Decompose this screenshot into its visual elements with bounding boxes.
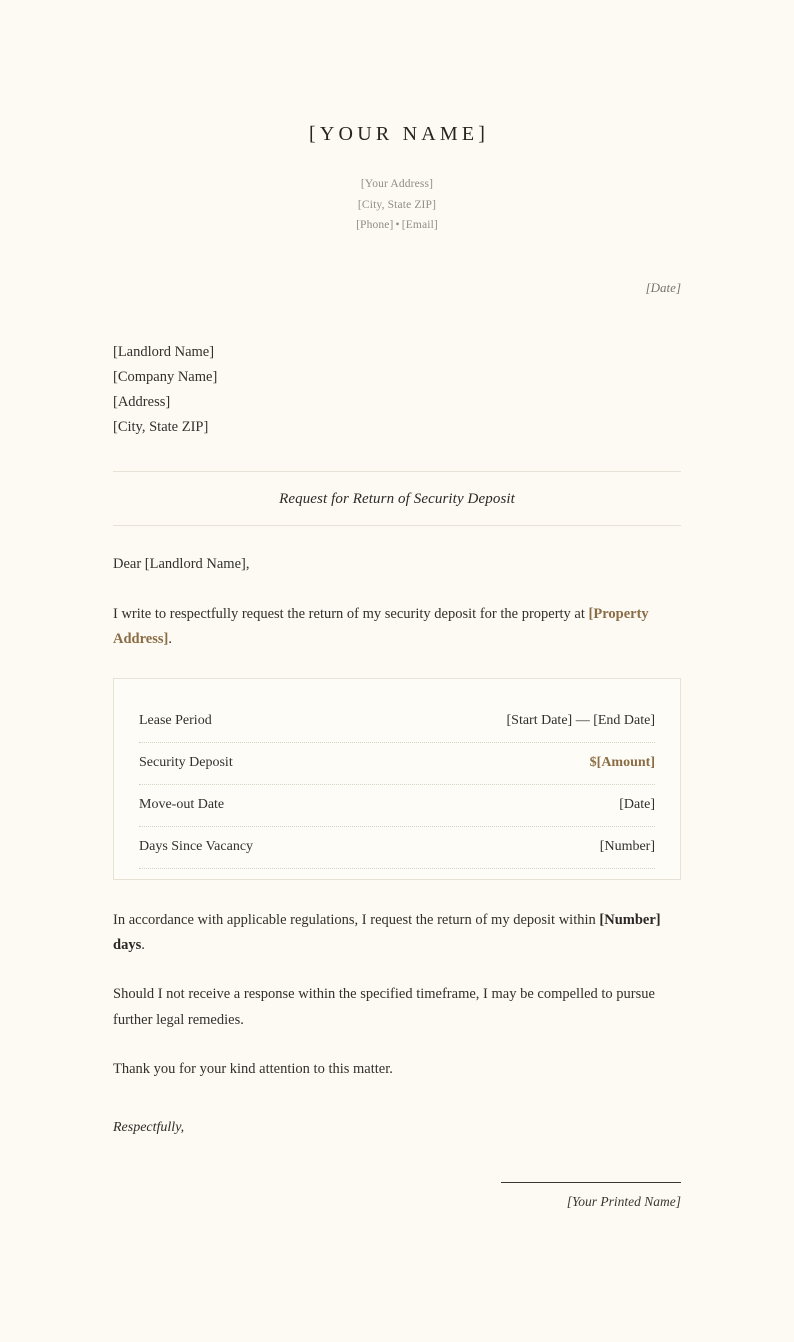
detail-label: Lease Period [139,712,212,728]
recipient-address: [Address] [113,393,171,410]
signature-line [501,1182,681,1183]
closing-salutation: Respectfully, [113,1119,185,1135]
detail-value: [Start Date] — [End Date] [506,712,655,728]
property-address-placeholder: [Property Address] [113,605,649,647]
detail-value: $[Amount] [589,754,655,770]
table-row [139,701,655,743]
subject-section [113,471,681,526]
table-row [139,827,655,869]
detail-value: [Date] [619,796,655,812]
letterhead [113,0,681,236]
sender-address: [Your Address] [360,178,434,190]
letter-date: [Date] [645,279,681,295]
recipient-block [113,340,681,441]
paragraph-deadline [113,908,681,958]
sender-name: [YOUR NAME] [309,123,490,145]
paragraph-request [113,602,681,652]
recipient-city-state-zip: [City, State ZIP] [113,419,209,436]
salutation: Dear [Landlord Name], [113,556,250,573]
lease-details-card [113,678,681,880]
detail-label: Days Since Vacancy [139,838,254,854]
paragraph-request-text-after: . [168,630,172,647]
sender-contact-block [113,174,681,236]
paragraph-request-text-before: I write to respectfully request the return of my security deposit for the property at [113,605,589,622]
paragraph-deadline-text-after: . [141,937,145,954]
paragraph-legal-remedies: Should I not receive a response within the specified timeframe, I may be compelled to pursue further legal remedies. [113,986,655,1028]
detail-value: [Number] [599,838,655,854]
recipient-name: [Landlord Name] [113,343,215,360]
sender-city-state-zip: [City, State ZIP] [357,198,437,211]
sender-email: [Email] [401,219,438,231]
detail-label: Move-out Date [139,796,225,812]
paragraph-thanks: Thank you for your kind attention to this matter. [113,1060,393,1077]
signature-block [113,1182,681,1210]
table-row [139,785,655,827]
table-row [139,743,655,785]
bullet-separator-icon: • [395,219,400,231]
sender-phone-email [113,215,681,236]
sender-phone: [Phone] [356,219,394,231]
paragraph-deadline-text-before: In accordance with applicable regulations, I request the return of my deposit within [113,911,600,928]
subject-line: Request for Return of Security Deposit [279,491,515,508]
detail-label: Security Deposit [139,754,233,770]
deadline-days-placeholder: [Number] days [113,911,661,954]
letter-body [113,552,681,1082]
printed-name: [Your Printed Name] [566,1193,681,1209]
recipient-company: [Company Name] [113,368,218,385]
